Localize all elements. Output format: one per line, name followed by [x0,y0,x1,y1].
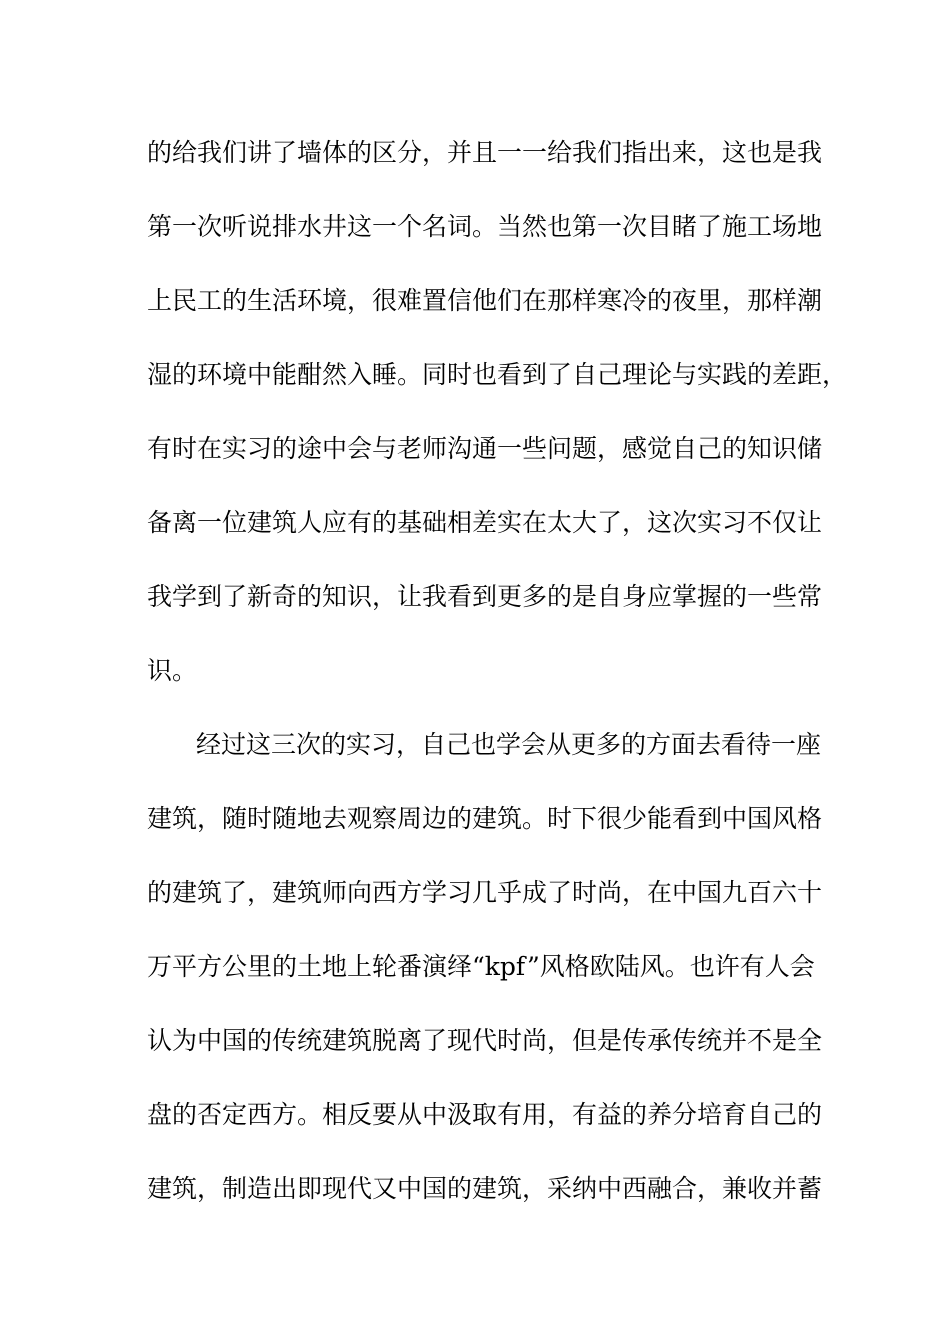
text-line: 的给我们讲了墙体的区分，并且一一给我们指出来，这也是我 [147,138,823,167]
text-line: 我学到了新奇的知识，让我看到更多的是自身应掌握的一些常 [147,582,823,611]
text-line: 湿的环境中能酣然入睡。同时也看到了自己理论与实践的差距， [147,360,848,389]
text-line: 建筑，随时随地去观察周边的建筑。时下很少能看到中国风格 [147,804,823,833]
text-line: 有时在实习的途中会与老师沟通一些问题，感觉自己的知识储 [147,434,823,463]
text-line: 盘的否定西方。相反要从中汲取有用，有益的养分培育自己的 [147,1100,823,1129]
text-line: 备离一位建筑人应有的基础相差实在太大了，这次实习不仅让 [147,508,823,537]
text-line: 上民工的生活环境，很难置信他们在那样寒冷的夜里，那样潮 [147,286,823,315]
text-line: 万平方公里的土地上轮番演绎“kpf”风格欧陆风。也许有人会 [147,952,815,981]
text-line: 认为中国的传统建筑脱离了现代时尚，但是传承传统并不是全 [147,1026,823,1055]
text-line: 建筑，制造出即现代又中国的建筑，采纳中西融合，兼收并蓄 [147,1174,823,1203]
text-line: 识。 [147,656,198,685]
paragraph-first-line: 经过这三次的实习，自己也学会从更多的方面去看待一座 [196,730,822,759]
text-line: 第一次听说排水井这一个名词。当然也第一次目睹了施工场地 [147,212,823,241]
text-line: 的建筑了，建筑师向西方学习几乎成了时尚，在中国九百六十 [147,878,823,907]
